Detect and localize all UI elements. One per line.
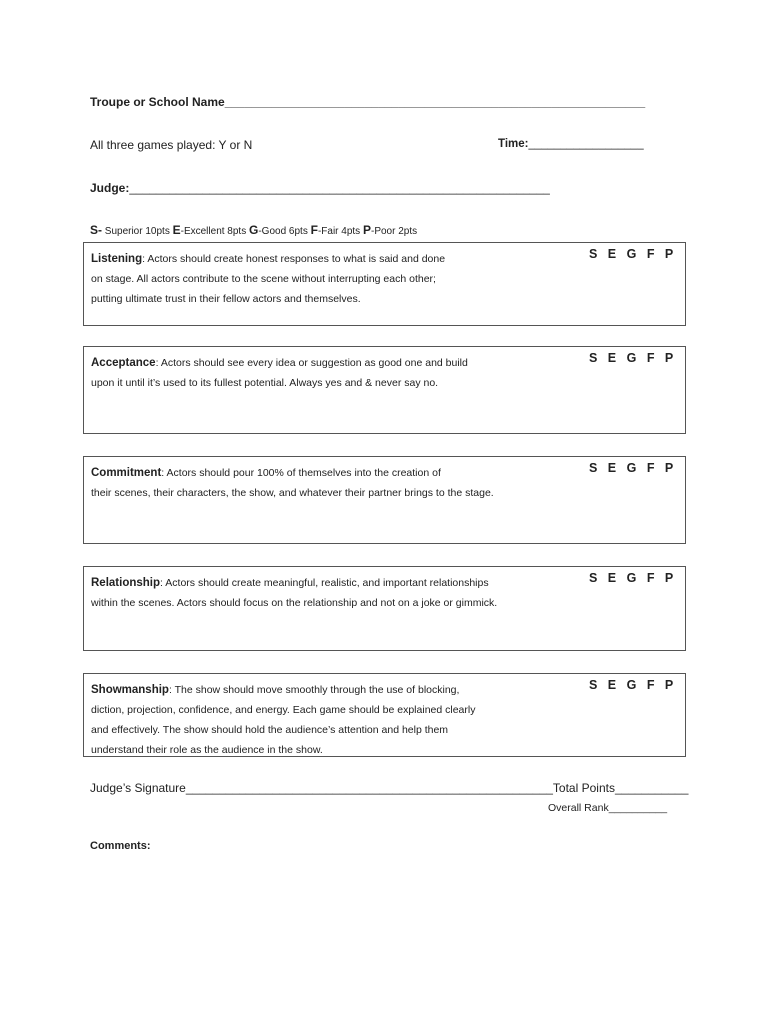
troupe-name-field <box>90 95 645 109</box>
judge-field <box>90 181 550 195</box>
signature-label: Judge’s Signature <box>90 781 186 795</box>
criterion-line: : Actors should see every idea or suggestion as good one and build <box>155 357 468 369</box>
time-blank[interactable]: __________________ <box>528 138 644 150</box>
legend-p-letter: P <box>362 223 371 237</box>
criterion-showmanship <box>83 673 686 757</box>
criterion-line: their scenes, their characters, the show, and whatever their partner brings to the stage. <box>91 487 494 499</box>
troupe-name-label: Troupe or School Name <box>90 95 225 109</box>
grade-options[interactable]: S E G F P <box>589 351 674 365</box>
grade-options[interactable]: S E G F P <box>589 678 674 692</box>
criterion-line: : Actors should pour 100% of themselves into the creation of <box>161 467 441 479</box>
judge-blank[interactable]: _______________________________________________________________ <box>129 181 550 195</box>
criterion-line: : Actors should create honest responses to what is said and done <box>142 253 446 265</box>
comments-label: Comments: <box>90 840 151 852</box>
total-points-label: Total Points <box>552 781 615 795</box>
legend-f-letter: F <box>310 223 318 237</box>
grade-options[interactable]: S E G F P <box>589 461 674 475</box>
criterion-line: : Actors should create meaningful, realistic, and important relationships <box>160 577 489 589</box>
legend-e-letter: E <box>172 223 181 237</box>
criterion-line: understand their role as the audience in the show. <box>91 744 323 756</box>
troupe-name-blank[interactable]: _______________________________________________________________ <box>224 95 646 109</box>
criterion-acceptance <box>83 346 686 434</box>
criterion-line: within the scenes. Actors should focus on the relationship and not on a joke or gimmick. <box>91 597 498 609</box>
criterion-title: Commitment <box>91 467 162 479</box>
grade-options[interactable]: S E G F P <box>589 571 674 585</box>
overall-rank-field <box>548 802 667 814</box>
criterion-line: diction, projection, confidence, and energy. Each game should be explained clearly <box>91 704 476 716</box>
judge-label: Judge: <box>90 181 130 195</box>
legend-g-letter: G <box>249 223 259 237</box>
total-points-blank[interactable]: ___________ <box>614 781 689 795</box>
criterion-relationship <box>83 566 686 651</box>
time-field <box>498 138 644 150</box>
criterion-title: Listening <box>91 253 143 265</box>
criterion-line: and effectively. The show should hold the audience’s attention and help them <box>91 724 449 736</box>
time-label: Time: <box>498 138 529 150</box>
overall-rank-blank[interactable]: __________ <box>608 802 668 814</box>
legend-p-text: -Poor 2pts <box>370 226 418 237</box>
criterion-text <box>91 249 561 309</box>
grading-legend <box>90 223 417 237</box>
legend-s-letter: S- <box>90 223 102 237</box>
legend-g-text: -Good 6pts <box>258 226 311 237</box>
signature-blank[interactable]: _______________________________________________________ <box>185 781 553 795</box>
legend-e-text: -Excellent 8pts <box>180 226 249 237</box>
games-played-field: All three games played: Y or N <box>90 138 253 152</box>
criterion-listening <box>83 242 686 326</box>
criterion-line: upon it until it’s used to its fullest potential. Always yes and & never say no. <box>91 377 439 389</box>
criterion-line: on stage. All actors contribute to the scene without interrupting each other; <box>91 273 436 285</box>
legend-f-text: -Fair 4pts <box>317 226 363 237</box>
criterion-title: Acceptance <box>91 357 156 369</box>
criterion-text <box>91 353 561 393</box>
criterion-text <box>91 463 561 503</box>
criterion-line: : The show should move smoothly through the use of blocking, <box>168 684 460 696</box>
criterion-line: putting ultimate trust in their fellow actors and themselves. <box>91 293 361 305</box>
criterion-title: Showmanship <box>91 684 169 696</box>
criterion-title: Relationship <box>91 577 161 589</box>
grade-options[interactable]: S E G F P <box>589 247 674 261</box>
legend-s-text: Superior 10pts <box>102 226 173 237</box>
criterion-text <box>91 680 561 760</box>
criterion-commitment <box>83 456 686 544</box>
criterion-text <box>91 573 561 613</box>
signature-field <box>90 781 688 795</box>
overall-rank-label: Overall Rank <box>548 802 609 814</box>
comments-area[interactable] <box>90 860 686 1000</box>
